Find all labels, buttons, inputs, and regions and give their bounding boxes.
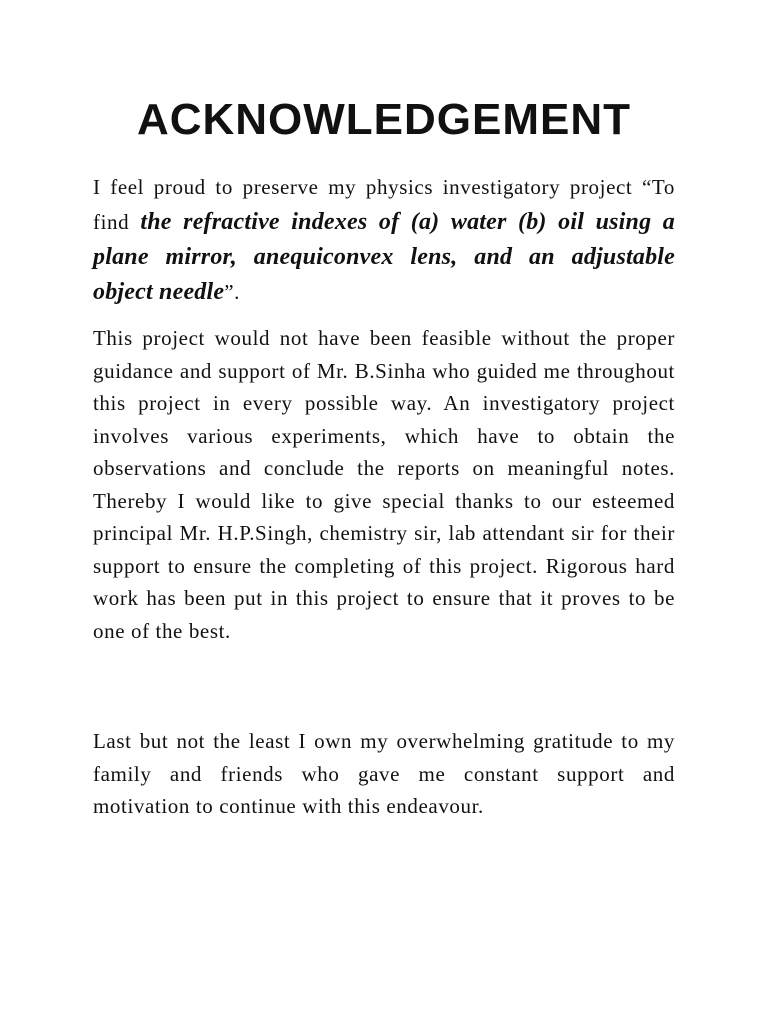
project-title-emphasis: the refractive indexes of (a) water (b) oil using a plane mirror, anequiconvex lens, and an adjustable object needle (93, 209, 675, 305)
intro-lead-text: I feel proud to preserve my physics investigatory project “To find (93, 175, 675, 234)
gratitude-paragraph: Last but not the least I own my overwhelming gratitude to my family and friends who gave me constant support and motivation to continue with this endeavour. (93, 729, 675, 818)
guidance-paragraph: This project would not have been feasible without the proper guidance and support of Mr. B.Sinha who guided me throughout this project in every possible way. An investigatory project involves various experiments, which have to obtain the observations and conclude the reports on meaningful notes. Thereby I would like to give special thanks to our esteemed principal Mr. H.P.Singh, chemistry sir, lab attendant sir for their support to ensure the completing of this project. Rigorous hard work has been put in this project to ensure that it proves to be one of the best. (93, 326, 675, 643)
intro-closing-quote: ”. (224, 280, 240, 304)
intro-paragraph (93, 170, 675, 310)
page-title: ACKNOWLEDGEMENT (136, 95, 632, 144)
